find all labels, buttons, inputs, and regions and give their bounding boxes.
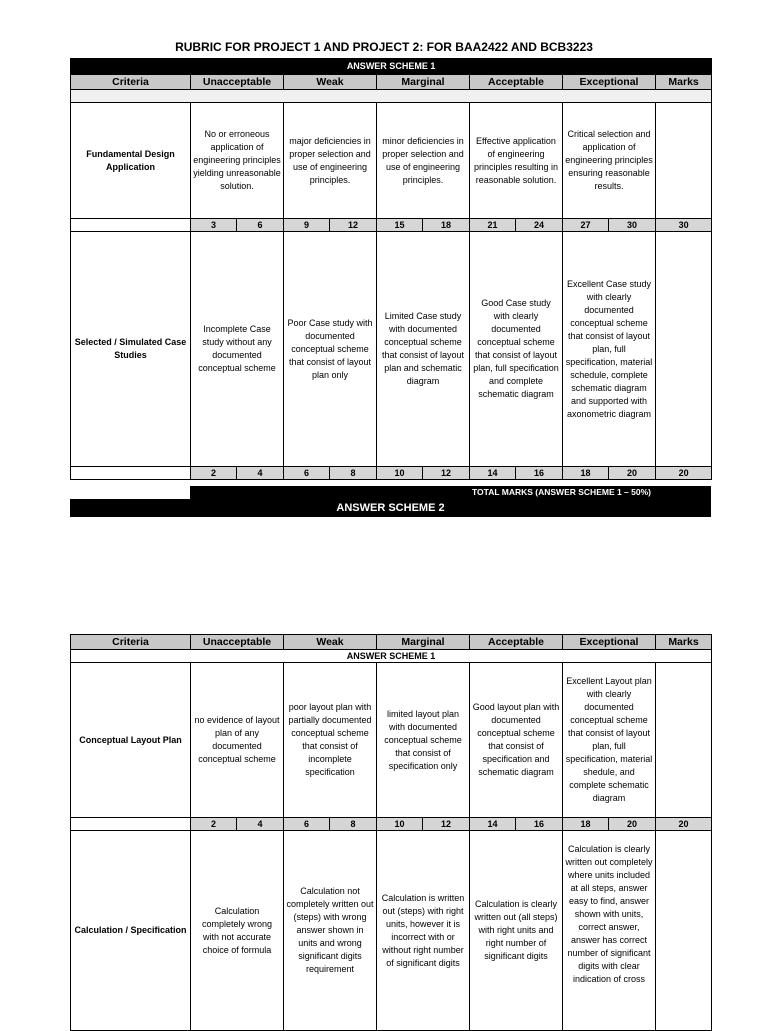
blank-cell: [71, 818, 191, 831]
acceptable-cell: Good Case study with clearly documented conceptual scheme that consist of layout plan, full specification and complete schematic diagram: [470, 232, 563, 467]
marks-row: [71, 219, 712, 232]
table-row: [71, 103, 712, 219]
marks-cell: [656, 232, 712, 467]
mark-value: 8: [330, 467, 377, 480]
exceptional-cell: Critical selection and application of engineering principles ensuring reasonable results.: [563, 103, 656, 219]
mark-value: 15: [377, 219, 423, 232]
blank-cell: [71, 219, 191, 232]
weak-cell: Poor Case study with documented conceptual scheme that consist of layout plan only: [284, 232, 377, 467]
exceptional-cell: Excellent Layout plan with clearly documented conceptual scheme that consist of layout plan, full specification, material shedule, and complete schematic diagram: [563, 663, 656, 818]
rubric-table-scheme-2: [70, 634, 712, 1031]
mark-value: 2: [191, 467, 237, 480]
mark-value: 10: [377, 818, 423, 831]
rubric-table-scheme-1: [70, 58, 712, 480]
table-row: [71, 232, 712, 467]
mark-value: 6: [284, 818, 330, 831]
header-weak: Weak: [284, 635, 377, 650]
mark-value: 20: [609, 467, 656, 480]
mark-value: 4: [237, 467, 284, 480]
marks-cell: [656, 831, 712, 1031]
header-unacceptable: Unacceptable: [191, 75, 284, 90]
header-exceptional: Exceptional: [563, 75, 656, 90]
document-title: RUBRIC FOR PROJECT 1 AND PROJECT 2: FOR BAA2422 AND BCB3223: [175, 40, 593, 54]
table-row: [71, 663, 712, 818]
marks-cell: [656, 663, 712, 818]
mark-value: 8: [330, 818, 377, 831]
mark-total: 20: [656, 818, 712, 831]
mark-value: 6: [284, 467, 330, 480]
mark-value: 20: [609, 818, 656, 831]
header-acceptable: Acceptable: [470, 75, 563, 90]
weak-cell: poor layout plan with partially documented conceptual scheme that consist of incomplete specification: [284, 663, 377, 818]
header-criteria: Criteria: [71, 75, 191, 90]
mark-value: 18: [563, 818, 609, 831]
mark-value: 16: [516, 467, 563, 480]
mark-value: 14: [470, 818, 516, 831]
acceptable-cell: Effective application of engineering principles resulting in reasonable solution.: [470, 103, 563, 219]
exceptional-cell: Calculation is clearly written out completely where units included at all steps, answer easy to find, answer shown with units, correct answer, answer has correct number of significant digits with clear indication of cross: [563, 831, 656, 1031]
weak-cell: Calculation not completely written out (steps) with wrong answer shown in units and wrong significant digits requirement: [284, 831, 377, 1031]
marks-cell: [656, 103, 712, 219]
mark-value: 12: [423, 467, 470, 480]
header-row: [71, 635, 712, 650]
unacceptable-cell: no evidence of layout plan of any documented conceptual scheme: [191, 663, 284, 818]
marginal-cell: Limited Case study with documented conceptual scheme that consist of layout plan and schematic diagram: [377, 232, 470, 467]
mark-value: 24: [516, 219, 563, 232]
mark-total: 30: [656, 219, 712, 232]
mark-value: 16: [516, 818, 563, 831]
header-marginal: Marginal: [377, 75, 470, 90]
criteria-cell: Selected / Simulated Case Studies: [71, 232, 191, 467]
mark-value: 6: [237, 219, 284, 232]
mark-value: 4: [237, 818, 284, 831]
scheme-label-row: [71, 650, 712, 663]
criteria-cell: Fundamental Design Application: [71, 103, 191, 219]
header-marginal: Marginal: [377, 635, 470, 650]
mark-value: 18: [563, 467, 609, 480]
header-exceptional: Exceptional: [563, 635, 656, 650]
mark-value: 21: [470, 219, 516, 232]
criteria-cell: Calculation / Specification: [71, 831, 191, 1031]
weak-cell: major deficiencies in proper selection and use of engineering principles.: [284, 103, 377, 219]
answer-scheme-2-banner: ANSWER SCHEME 2: [70, 499, 711, 517]
table-row: [71, 831, 712, 1031]
spacer-row: [71, 90, 712, 103]
header-row: [71, 75, 712, 90]
marks-row: [71, 467, 712, 480]
marginal-cell: limited layout plan with documented conceptual scheme that consist of specification only: [377, 663, 470, 818]
header-marks: Marks: [656, 75, 712, 90]
mark-value: 14: [470, 467, 516, 480]
mark-value: 30: [609, 219, 656, 232]
mark-value: 2: [191, 818, 237, 831]
answer-scheme-1-label: ANSWER SCHEME 1: [71, 650, 712, 663]
header-acceptable: Acceptable: [470, 635, 563, 650]
acceptable-cell: Good layout plan with documented conceptual scheme that consist of specification and schematic diagram: [470, 663, 563, 818]
mark-value: 9: [284, 219, 330, 232]
unacceptable-cell: Incomplete Case study without any documented conceptual scheme: [191, 232, 284, 467]
header-weak: Weak: [284, 75, 377, 90]
exceptional-cell: Excellent Case study with clearly documented conceptual scheme that consist of layout plan, full specification, material schedule, complete schematic diagram and supported with axonometric diagram: [563, 232, 656, 467]
unacceptable-cell: No or erroneous application of engineering principles yielding unreasonable solution.: [191, 103, 284, 219]
mark-value: 3: [191, 219, 237, 232]
header-marks: Marks: [656, 635, 712, 650]
header-criteria: Criteria: [71, 635, 191, 650]
mark-value: 27: [563, 219, 609, 232]
mark-value: 18: [423, 219, 470, 232]
marginal-cell: minor deficiencies in proper selection and use of engineering principles.: [377, 103, 470, 219]
blank-cell: [71, 467, 191, 480]
mark-value: 12: [330, 219, 377, 232]
criteria-cell: Conceptual Layout Plan: [71, 663, 191, 818]
header-unacceptable: Unacceptable: [191, 635, 284, 650]
marginal-cell: Calculation is written out (steps) with right units, however it is incorrect with or without right number of significant digits: [377, 831, 470, 1031]
marks-row: [71, 818, 712, 831]
unacceptable-cell: Calculation completely wrong with not accurate choice of formula: [191, 831, 284, 1031]
mark-value: 12: [423, 818, 470, 831]
total-marks-label: TOTAL MARKS (ANSWER SCHEME 1 – 50%): [190, 486, 711, 499]
mark-total: 20: [656, 467, 712, 480]
mark-value: 10: [377, 467, 423, 480]
answer-scheme-1-banner: ANSWER SCHEME 1: [71, 59, 712, 75]
acceptable-cell: Calculation is clearly written out (all steps) with right units and right number of significant digits: [470, 831, 563, 1031]
